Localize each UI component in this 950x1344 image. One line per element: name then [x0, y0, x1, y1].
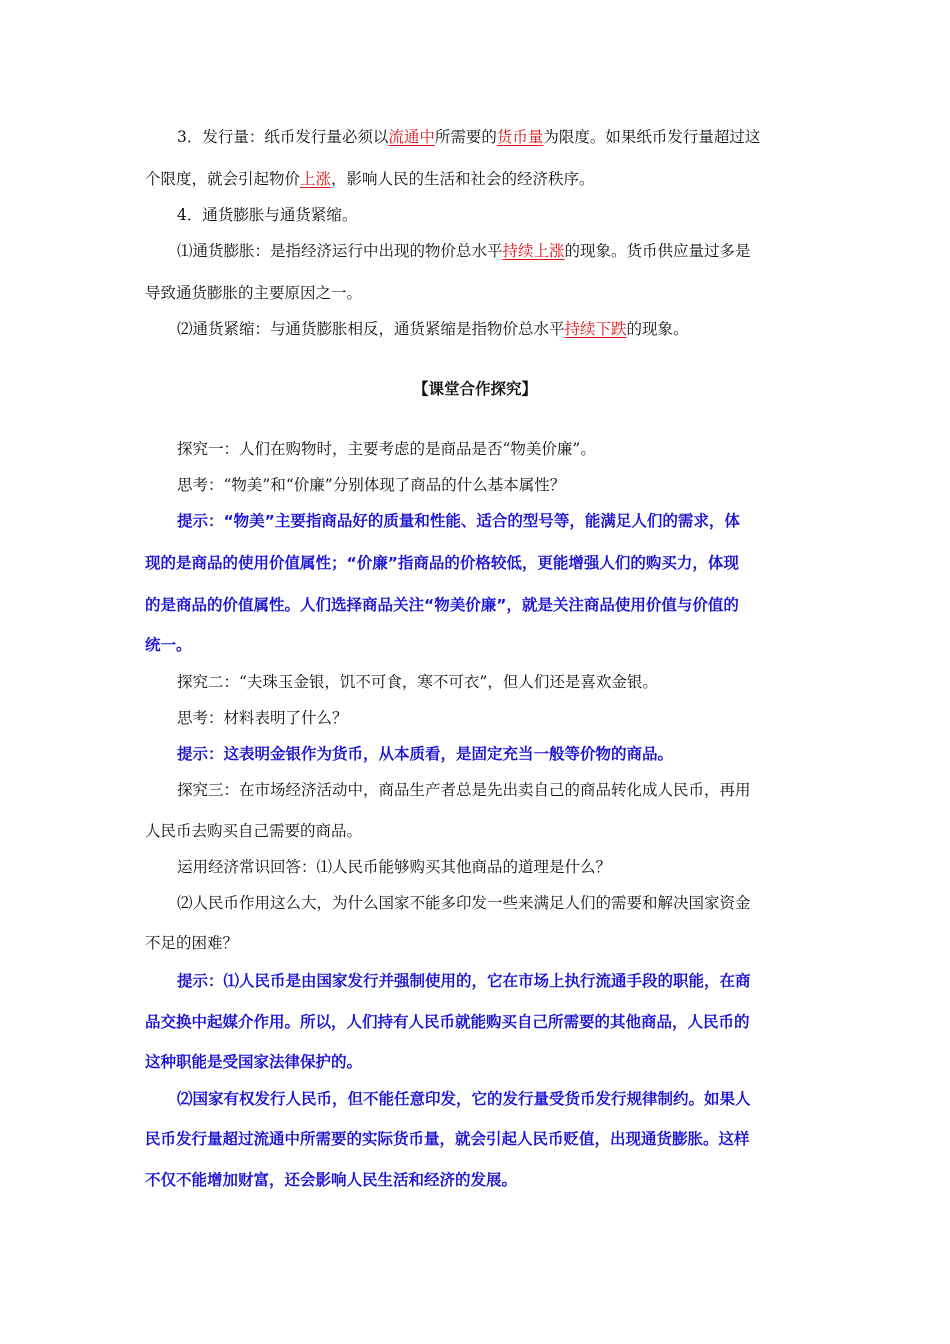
text-run: 个限度，就会引起物价	[145, 170, 301, 188]
item-heading-inflation: 4．通货膨胀与通货紧缩。	[177, 206, 358, 224]
text-run: 为限度。如果纸币发行量超过这	[543, 128, 761, 146]
text-run: ⑵通货紧缩：与通货膨胀相反，通货紧缩是指物价总水平	[177, 320, 565, 338]
exploration-3-hint-2-cont: 不仅不能增加财富，还会影响人民生活和经济的发展。	[145, 1171, 518, 1189]
text-run: 所需要的	[434, 128, 497, 146]
exploration-3-task-2: ⑵人民币作用这么大，为什么国家不能多印发一些来满足人们的需要和解决国家资金	[177, 894, 751, 912]
text-run: 的现象。货币供应量过多是	[564, 242, 751, 260]
exploration-3-hint-2: ⑵国家有权发行人民币，但不能任意印发，它的发行量受货币发行规律制约。如果人	[177, 1090, 751, 1108]
exploration-1-hint-cont: 统一。	[145, 636, 192, 654]
paragraph-issuance-cont	[145, 168, 810, 190]
paragraph-inflation	[177, 240, 810, 262]
exploration-2-question: 探究二：“夫珠玉金银，饥不可食，寒不可衣”，但人们还是喜欢金银。	[177, 673, 658, 691]
fill-in-answer: 持续上涨	[502, 242, 565, 260]
exploration-3-question: 探究三：在市场经济活动中，商品生产者总是先出卖自己的商品转化成人民币，再用	[177, 781, 751, 799]
fill-in-answer: 货币量	[496, 128, 544, 146]
exploration-3-hint-1: 提示：⑴人民币是由国家发行并强制使用的，它在市场上执行流通手段的职能，在商	[177, 972, 751, 990]
exploration-1-question: 探究一：人们在购物时，主要考虑的是商品是否“物美价廉”。	[177, 440, 596, 458]
exploration-1-hint-cont: 的是商品的价值属性。人们选择商品关注“物美价廉”，就是关注商品使用价值与价值的	[145, 596, 739, 614]
text-run: 3．发行量：纸币发行量必须以	[177, 128, 389, 146]
exploration-3-question-cont: 人民币去购买自己需要的商品。	[145, 822, 363, 840]
fill-in-answer: 上涨	[300, 170, 332, 188]
section-heading: 【课堂合作探究】	[412, 380, 537, 398]
exploration-1-think: 思考：“物美”和“价廉”分别体现了商品的什么基本属性？	[177, 476, 566, 494]
exploration-1-hint-cont: 现的是商品的使用价值属性；“价廉”指商品的价格较低，更能增强人们的购买力，体现	[145, 554, 739, 572]
text-run: ⑴通货膨胀：是指经济运行中出现的物价总水平	[177, 242, 503, 260]
exploration-1-hint: 提示：“物美”主要指商品好的质量和性能、适合的型号等，能满足人们的需求，体	[177, 512, 740, 530]
text-run: ，影响人民的生活和社会的经济秩序。	[331, 170, 595, 188]
paragraph-inflation-cont: 导致通货膨胀的主要原因之一。	[145, 284, 363, 302]
exploration-3-task-1: 运用经济常识回答：⑴人民币能够购买其他商品的道理是什么？	[177, 858, 612, 876]
exploration-2-hint: 提示：这表明金银作为货币，从本质看，是固定充当一般等价物的商品。	[177, 745, 674, 763]
exploration-3-hint-1-cont: 这种职能是受国家法律保护的。	[145, 1053, 363, 1071]
paragraph-issuance	[177, 126, 810, 148]
fill-in-answer: 持续下跌	[564, 320, 627, 338]
exploration-3-hint-1-cont: 品交换中起媒介作用。所以，人们持有人民币就能购买自己所需要的其他商品，人民币的	[145, 1013, 750, 1031]
fill-in-answer: 流通中	[388, 128, 435, 146]
paragraph-deflation	[177, 318, 810, 340]
exploration-3-hint-2-cont: 民币发行量超过流通中所需要的实际货币量，就会引起人民币贬值，出现通货膨胀。这样	[145, 1130, 750, 1148]
text-run: 的现象。	[626, 320, 689, 338]
exploration-3-task-2-cont: 不足的困难？	[145, 934, 239, 952]
exploration-2-think: 思考：材料表明了什么？	[177, 709, 348, 727]
